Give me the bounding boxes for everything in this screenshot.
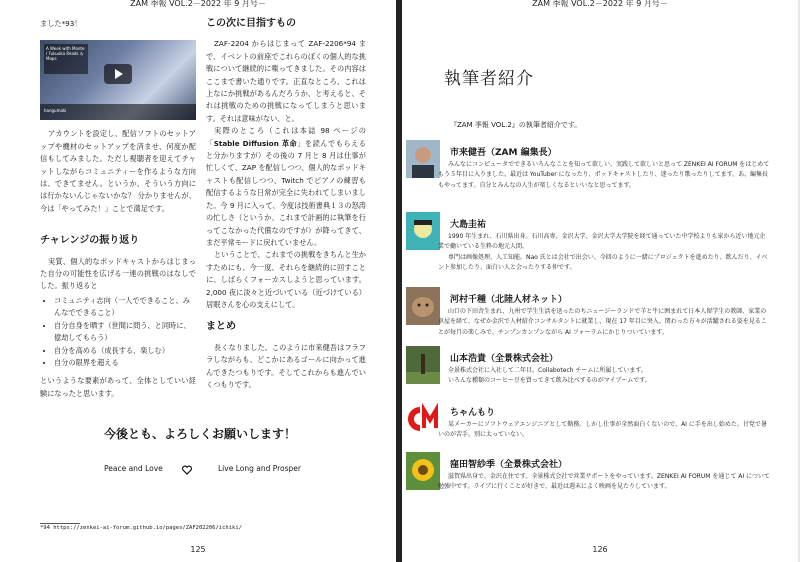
section-heading-summary: まとめ (206, 321, 236, 333)
bio-paragraph: 山口の下田舎生まれ、九州で学生生活を送ったのちニュージーランドで羊と牛に囲まれて日本人留学生の教師、家業の車屋を経て、なぜか金沢で人材紹介コンサルタントに就業し、現在 17 年目に突入。関わった方々が活躍される姿を見ることが毎月の楽しみで、チンプンカンプンながら AI フォーラムにかじりついています。 (438, 308, 767, 336)
bio-paragraph: 専門は画像処理、人工知能。Nao 氏とは会社で出会い、今回のように一緒にプロジェクトを進めたり、飲んだり、イベント参加したり、面白い人と会ったりする仲です。 (438, 253, 768, 272)
video-channel: hangumaki (44, 108, 67, 113)
running-head: ZAM 季報 VOL.2－2022 年 9 月号－ (130, 0, 266, 8)
author-name: 市来健吾（ZAM 編集長） (450, 148, 557, 158)
bio-paragraph: 全景株式会社に入社して二年目。Collabotech チームに所属しています。 (448, 367, 647, 374)
right-page (402, 0, 798, 562)
left-page (0, 0, 396, 562)
right-column (206, 18, 366, 391)
paragraph: アカウントを設定し、配信ソフトのセットアップや機材のセットアップを済ませ、何度か配信もしてみました。ただし視聴者を迎えてチャットしながらコミュニティーを作るような方向は、できてません。というか、そういう方向には行かないんじゃないかな？ 分かりませんが、今は「やってみた！」ことで満足です。 (40, 129, 196, 213)
list-item: • コミュニティ志向（一人でできること、みんなでできること） (54, 295, 196, 320)
author-name: 河村千種（北陸人材ネット） (450, 295, 568, 305)
author-name: 窪田智紗季（全景株式会社） (450, 460, 568, 470)
closing-message: 今後とも、よろしくお願いします！ (103, 427, 296, 441)
signoff-left: Peace and Love (104, 464, 163, 473)
section-heading-challenge: チャレンジの振り返り (40, 235, 140, 247)
play-icon[interactable] (104, 64, 132, 84)
page-number: 126 (592, 545, 608, 554)
bio-paragraph: いろんな種類のコーヒー豆を買ってきて飲み比べするのがマイブームです。 (448, 377, 651, 385)
author-photo (406, 346, 440, 384)
paragraph: ZAF-2204 からはじまって ZAF-2206*94 まで、イベントの前座でこれらのぼくの個人的な挑戦について継続的に喋ってきました。その内容はここまで書いた通りです。正直なところ、これは上なにか挑戦があるんだろうか、と考えると、それは挑戦のための挑戦になってしまうと思います。それは意味がない、と。 (206, 39, 366, 123)
heart-icon (182, 465, 192, 475)
author-photo (406, 400, 440, 438)
video-thumbnail[interactable] (40, 40, 196, 120)
author-bio (438, 232, 770, 274)
author-photo (406, 140, 440, 178)
author-photo (406, 452, 440, 490)
bio-paragraph: 1990 年生まれ、石川県出身。石川高専、金沢大学、金沢大学大学院を経て通っていた中学校よりも家から近い地元企業で働いている生粋の地元人間。 (438, 233, 766, 251)
page-number: 125 (190, 545, 206, 554)
footnote-rule (40, 523, 80, 524)
paragraph: ということで、これまでの挑戦をきちんと生かすためにも、今一度、それらを継続的に回すことに、しばらくフォーカスしようと思っています。2,000 夜に淡々と近づいている（近づけている）居眠さんを心の支えにして。 (206, 250, 366, 309)
paragraph: というような要素があって、全体としていい経験になったと思います。 (40, 376, 196, 398)
article-reference: Stable Diffusion 革命 (213, 138, 298, 148)
list-item: • 自分自身を晒す（世間に問う、と同時に、億劫してもらう） (54, 320, 196, 345)
footnote: *94 https://zenkei-ai-forum.github.io/pages/ZAF202206/ichiki/ (40, 525, 242, 531)
author-photo (406, 287, 440, 325)
bio-paragraph: みんなにコンピュータでできるいろんなことを知って欲しい、実践して欲しいと思って ZENKEI AI FORUM をはじめてもう５年目に入りました。最近は YouTuber になったり、ポッドキャストしたり、迷ったり歌ったりしてます。あ、編集長もやってます。自分とみんなの人生が楽しくなるといいなと思ってます。 (438, 161, 770, 189)
author-bio (438, 366, 770, 387)
bio-paragraph: 某メーカーにソフトウェアエンジニアとして勤務。しかし仕事が全然面白くないので、AI に手を出し始めた。甘党で暑いのが苦手。別に太っていない。 (438, 421, 767, 439)
author-bio (438, 307, 770, 338)
running-head: ZAM 季報 VOL.2－2022 年 9 月号－ (532, 0, 668, 8)
video-caption: A Week with Monte / Fukuoka Reads ＆ Maps (44, 44, 88, 74)
author-bio (438, 420, 770, 441)
paragraph (206, 125, 366, 249)
paragraph: 長くなりました。このように市来健吾はフラフラしながらも、どこかにあるゴールに向かって進んできたつもりです。そしてこれからも進んでいくつもりです。 (206, 342, 366, 389)
list-item: • 自分の限界を超える (54, 357, 196, 369)
page-title: 執筆者紹介 (444, 69, 534, 89)
paragraph-text: 実際のところ（これは本誌 98 ページの「 (206, 126, 366, 148)
bullet-list (40, 295, 196, 369)
paragraph: 実質、個人的なポッドキャストからはじまった自分の可能性を広げる一連の挑戦のはなしでした。振り返ると (40, 256, 196, 291)
author-name: 山本浩貴（全景株式会社） (450, 354, 559, 364)
author-bio (438, 160, 770, 191)
continued-text: ました*93！ (40, 19, 82, 28)
paragraph-text: 」を読んでもらえると分かりますが）その後の 7 月と 8 月は仕事が忙しくて、ZAP を配信しつつ、個人的なポッドキャストも配信しつつ、Twitch でピアノの練習も配信するような日常が完全に失われてしまいました。今 9 月に入って、今度は技術書典１３の怒涛の忙しさ（というか、これまで計画的に執筆を行ってこなかった代償なのですが）が降ってきて、まだ平常モードに戻れていません。 (206, 138, 366, 247)
author-name: ちゃんもり (450, 408, 496, 418)
section-heading-next: この次に目指すもの (206, 18, 296, 29)
left-column (40, 18, 196, 400)
author-name: 大島圭祐 (450, 220, 487, 230)
author-bio (438, 472, 770, 493)
bio-paragraph: 滋賀県出身で、金沢在住です。全景株式会社で営業サポートをやっています。ZENKEI AI FORUM を通じて AI について勉強中です。ライブに行くことが好きで、最近は週末によく映画を見たりしています。 (438, 473, 770, 491)
list-item: • 自分を高める（成長する、楽しむ） (54, 345, 196, 357)
author-photo (406, 212, 440, 250)
signoff-right: Live Long and Prosper (218, 464, 301, 473)
intro-text: 『ZAM 季報 VOL.2』の執筆者紹介です。 (450, 121, 582, 129)
